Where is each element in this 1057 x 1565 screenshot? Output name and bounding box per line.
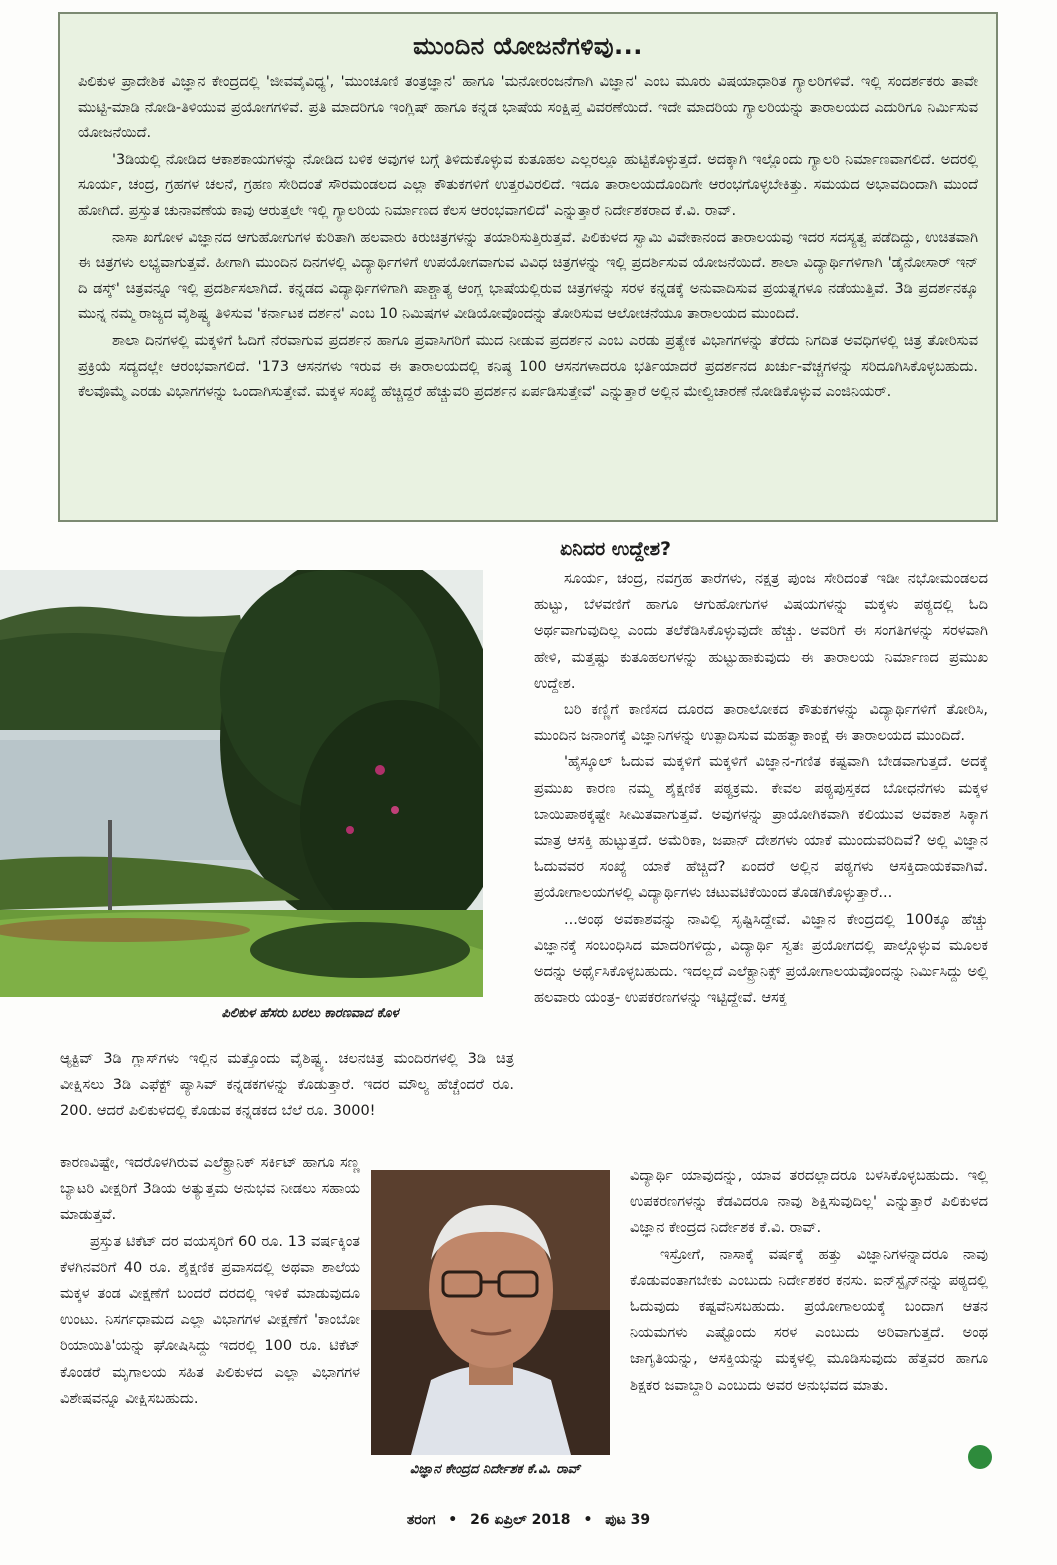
lake-photo bbox=[0, 570, 483, 997]
right-column bbox=[534, 566, 988, 1011]
right-paragraph: ...ಅಂಥ ಅವಕಾಶವನ್ನು ನಾವಿಲ್ಲಿ ಸೃಷ್ಟಿಸಿದ್ದೇವೆ. ವಿಜ್ಞಾನ ಕೇಂದ್ರದಲ್ಲಿ 100ಕ್ಕೂ ಹೆಚ್ಚು ವಿಜ್ಞಾನಕ್ಕೆ ಸಂಬಂಧಿಸಿದ ಮಾದರಿಗಳಿದ್ದು, ವಿದ್ಯಾರ್ಥಿ ಸ್ವತಃ ಪ್ರಯೋಗದಲ್ಲಿ ಪಾಲ್ಗೊಳ್ಳುವ ಮೂಲಕ ಅದನ್ನು ಅರ್ಥೈಸಿಕೊಳ್ಳಬಹುದು. ಇದಲ್ಲದೆ ಎಲೆಕ್ಟ್ರಾನಿಕ್ಸ್ ಪ್ರಯೋಗಾಲಯವೊಂದನ್ನು ನಿರ್ಮಿಸಿದ್ದು ಅಲ್ಲಿ ಹಲವಾರು ಯಂತ್ರ- ಉಪಕರಣಗಳನ್ನು ಇಟ್ಟಿದ್ದೇವೆ. ಆಸಕ್ತ bbox=[534, 911, 988, 1007]
page-number: ಪುಟ 39 bbox=[605, 1512, 651, 1528]
future-plans-box bbox=[58, 12, 998, 522]
left-paragraph: ಕಾರಣವಿಷ್ಟೇ, ಇದರೊಳಗಿರುವ ಎಲೆಕ್ಟ್ರಾನಿಕ್ ಸರ್ಕಿಟ್ ಹಾಗೂ ಸಣ್ಣ ಬ್ಯಾಟರಿ ವೀಕ್ಷರಿಗೆ 3ಡಿಯ ಅತ್ಯುತ್ತಮ ಅನುಭವ ನೀಡಲು ಸಹಾಯ ಮಾಡುತ್ತವೆ. bbox=[60, 1155, 360, 1224]
box-paragraph: ನಾಸಾ ಖಗೋಳ ವಿಜ್ಞಾನದ ಆಗುಹೋಗುಗಳ ಕುರಿತಾಗಿ ಹಲವಾರು ಕಿರುಚಿತ್ರಗಳನ್ನು ತಯಾರಿಸುತ್ತಿರುತ್ತವೆ. ಪಿಲಿಕುಳದ ಸ್ವಾಮಿ ವಿವೇಕಾನಂದ ತಾರಾಲಯವು ಇದರ ಸದಸ್ಯತ್ವ ಪಡೆದಿದ್ದು, ಉಚಿತವಾಗಿ ಈ ಚಿತ್ರಗಳು ಲಭ್ಯವಾಗುತ್ತವೆ. ಹೀಗಾಗಿ ಮುಂದಿನ ದಿನಗಳಲ್ಲಿ ವಿದ್ಯಾರ್ಥಿಗಳಿಗೆ ಉಪಯೋಗವಾಗುವ ವಿವಿಧ ಚಿತ್ರಗಳನ್ನು ಇಲ್ಲಿ ಪ್ರದರ್ಶಿಸುವ ಯೋಜನೆಯಿದೆ. ಶಾಲಾ ವಿದ್ಯಾರ್ಥಿಗಳಿಗಾಗಿ 'ಡೈನೋಸಾರ್ ಇನ್ ದಿ ಡಸ್ಕ್' ಚಿತ್ರವನ್ನೂ ಇಲ್ಲಿ ಪ್ರದರ್ಶಿಸಲಾಗಿದೆ. ಕನ್ನಡದ ವಿದ್ಯಾರ್ಥಿಗಳಿಗಾಗಿ ಪಾಶ್ಚಾತ್ಯ ಆಂಗ್ಲ ಭಾಷೆಯಲ್ಲಿರುವ ಚಿತ್ರಗಳನ್ನು ಸರಳ ಕನ್ನಡಕ್ಕೆ ಅನುವಾದಿಸುವ ಪ್ರಯತ್ನಗಳೂ ನಡೆಯುತ್ತಿವೆ. 3ಡಿ ಪ್ರದರ್ಶನಕ್ಕೂ ಮುನ್ನ ನಮ್ಮ ರಾಜ್ಯದ ವೈಶಿಷ್ಟ್ಯ ತಿಳಿಸುವ 'ಕರ್ನಾಟಕ ದರ್ಶನ' ಎಂಬ 10 ನಿಮಿಷಗಳ ವೀಡಿಯೋವೊಂದನ್ನು ತೋರಿಸುವ ಆಲೋಚನೆಯೂ ತಾರಾಲಯದ ಮುಂದಿದೆ. bbox=[78, 229, 978, 323]
left-column bbox=[60, 1046, 514, 1125]
footer-separator: • bbox=[583, 1512, 593, 1528]
publication-name: ತರಂಗ bbox=[406, 1512, 436, 1528]
director-photo-image bbox=[371, 1170, 610, 1455]
green-dot-icon bbox=[968, 1445, 992, 1469]
right-paragraph: ವಿದ್ಯಾರ್ಥಿ ಯಾವುದನ್ನು, ಯಾವ ತರದಲ್ಲಾದರೂ ಬಳಸಿಕೊಳ್ಳಬಹುದು. ಇಲ್ಲಿ ಉಪಕರಣಗಳನ್ನು ಕೆಡವಿದರೂ ನಾವು ಶಿಕ್ಷಿಸುವುದಿಲ್ಲ' ಎನ್ನುತ್ತಾರೆ ಪಿಲಿಕುಳದ ವಿಜ್ಞಾನ ಕೇಂದ್ರದ ನಿರ್ದೇಶಕ ಕೆ.ವಿ. ರಾವ್. bbox=[630, 1168, 988, 1237]
footer-separator: • bbox=[448, 1512, 458, 1528]
box-paragraph: ಶಾಲಾ ದಿನಗಳಲ್ಲಿ ಮಕ್ಕಳಿಗೆ ಓದಿಗೆ ನೆರವಾಗುವ ಪ್ರದರ್ಶನ ಹಾಗೂ ಪ್ರವಾಸಿಗರಿಗೆ ಮುದ ನೀಡುವ ಪ್ರದರ್ಶನ ಎಂಬ ಎರಡು ಪ್ರತ್ಯೇಕ ವಿಭಾಗಗಳನ್ನು ತೆರೆದು ನಿಗದಿತ ಅವಧಿಗಳಲ್ಲಿ ಚಿತ್ರ ತೋರಿಸುವ ಪ್ರಕ್ರಿಯೆ ಸದ್ಯದಲ್ಲೇ ಆರಂಭವಾಗಲಿದೆ. '173 ಆಸನಗಳು ಇರುವ ಈ ತಾರಾಲಯದಲ್ಲಿ ಕನಿಷ್ಠ 100 ಆಸನಗಳಾದರೂ ಭರ್ತಿಯಾದರೆ ಪ್ರದರ್ಶನದ ಖರ್ಚು-ವೆಚ್ಚಗಳನ್ನು ಸರಿದೂಗಿಸಿಕೊಳ್ಳಬಹುದು. ಕೆಲವೊಮ್ಮೆ ಎರಡು ವಿಭಾಗಗಳನ್ನು ಒಂದಾಗಿಸುತ್ತೇವೆ. ಮಕ್ಕಳ ಸಂಖ್ಯೆ ಹೆಚ್ಚಿದ್ದರೆ ಹೆಚ್ಚುವರಿ ಪ್ರದರ್ಶನ ಏರ್ಪಡಿಸುತ್ತೇವೆ' ಎನ್ನುತ್ತಾರೆ ಅಲ್ಲಿನ ಮೇಲ್ವಿಚಾರಣೆ ನೋಡಿಕೊಳ್ಳುವ ಎಂಜಿನಿಯರ್. bbox=[78, 332, 978, 401]
right-column-continuation bbox=[630, 1163, 988, 1399]
issue-date: 26 ಏಪ್ರಿಲ್ 2018 bbox=[470, 1512, 571, 1528]
right-paragraph: ಬರಿ ಕಣ್ಣಿಗೆ ಕಾಣಿಸದ ದೂರದ ತಾರಾಲೋಕದ ಕೌತುಕಗಳನ್ನು ವಿದ್ಯಾರ್ಥಿಗಳಿಗೆ ತೋರಿಸಿ, ಮುಂದಿನ ಜನಾಂಗಕ್ಕೆ ವಿಜ್ಞಾನಿಗಳನ್ನು ಉತ್ಪಾದಿಸುವ ಮಹತ್ವಾಕಾಂಕ್ಷೆ ಈ ತಾರಾಲಯದ ಮುಂದಿದೆ. bbox=[534, 702, 988, 745]
right-paragraph: 'ಹೈಸ್ಕೂಲ್ ಓದುವ ಮಕ್ಕಳಿಗೆ ಮಕ್ಕಳಿಗೆ ವಿಜ್ಞಾನ-ಗಣಿತ ಕಷ್ಟವಾಗಿ ಬೇಡವಾಗುತ್ತದೆ. ಅದಕ್ಕೆ ಪ್ರಮುಖ ಕಾರಣ ನಮ್ಮ ಶೈಕ್ಷಣಿಕ ಪಠ್ಯಕ್ರಮ. ಕೇವಲ ಪಠ್ಯಪುಸ್ತಕದ ಬೋಧನೆಗಳು ಮಕ್ಕಳ ಬಾಯಿಪಾಠಕ್ಕಷ್ಟೇ ಸೀಮಿತವಾಗುತ್ತವೆ. ಅವುಗಳನ್ನು ಪ್ರಾಯೋಗಿಕವಾಗಿ ಕಲಿಯುವ ಅವಕಾಶ ಸಿಕ್ಕಾಗ ಮಾತ್ರ ಆಸಕ್ತಿ ಹುಟ್ಟುತ್ತದೆ. ಅಮೆರಿಕಾ, ಜಪಾನ್ ದೇಶಗಳು ಯಾಕೆ ಮುಂದುವರಿದಿವೆ? ಅಲ್ಲಿ ವಿಜ್ಞಾನ ಓದುವವರ ಸಂಖ್ಯೆ ಯಾಕೆ ಹೆಚ್ಚಿದೆ? ಏಂದರೆ ಅಲ್ಲಿನ ಪಠ್ಯಗಳು ಆಸಕ್ತಿದಾಯಕವಾಗಿವೆ. ಪ್ರಯೋಗಾಲಯಗಳಲ್ಲಿ ವಿದ್ಯಾರ್ಥಿಗಳು ಚಟುವಟಿಕೆಯಿಂದ ತೊಡಗಿಕೊಳ್ಳುತ್ತಾರೆ... bbox=[534, 754, 988, 902]
left-column-narrow bbox=[60, 1150, 360, 1412]
page-footer bbox=[0, 1512, 1057, 1528]
section-heading: ಏನಿದರ ಉದ್ದೇಶ? bbox=[560, 538, 672, 560]
director-caption: ವಿಜ್ಞಾನ ಕೇಂದ್ರದ ನಿರ್ದೇಶಕ ಕೆ.ವಿ. ರಾವ್ bbox=[409, 1462, 581, 1477]
left-paragraph: ಪ್ರಸ್ತುತ ಟಿಕೆಟ್ ದರ ವಯಸ್ಕರಿಗೆ 60 ರೂ. 13 ವರ್ಷಕ್ಕಿಂತ ಕೆಳಗಿನವರಿಗೆ 40 ರೂ. ಶೈಕ್ಷಣಿಕ ಪ್ರವಾಸದಲ್ಲಿ ಅಥವಾ ಶಾಲೆಯ ಮಕ್ಕಳ ತಂಡ ವೀಕ್ಷಣೆಗೆ ಬಂದರೆ ದರದಲ್ಲಿ ಇಳಿಕೆ ಮಾಡುವುದೂ ಉಂಟು. ನಿಸರ್ಗಧಾಮದ ಎಲ್ಲಾ ವಿಭಾಗಗಳ ವೀಕ್ಷಣೆಗೆ 'ಕಾಂಬೋ ರಿಯಾಯಿತಿ'ಯನ್ನು ಘೋಷಿಸಿದ್ದು ಇದರಲ್ಲಿ 100 ರೂ. ಟಿಕೆಟ್ ಕೊಂಡರೆ ಮೃಗಾಲಯ ಸಹಿತ ಪಿಲಿಕುಳದ ಎಲ್ಲಾ ವಿಭಾಗಗಳ ವಿಶೇಷವನ್ನೂ ವೀಕ್ಷಿಸಬಹುದು. bbox=[60, 1233, 360, 1407]
lake-caption: ಪಿಲಿಕುಳ ಹೆಸರು ಬರಲು ಕಾರಣವಾದ ಕೊಳ bbox=[221, 1006, 399, 1021]
left-paragraph: ಆ್ಯಕ್ಟಿವ್ 3ಡಿ ಗ್ಲಾಸ್‌ಗಳು ಇಲ್ಲಿನ ಮತ್ತೊಂದು ವೈಶಿಷ್ಟ್ಯ. ಚಲನಚಿತ್ರ ಮಂದಿರಗಳಲ್ಲಿ 3ಡಿ ಚಿತ್ರ ವೀಕ್ಷಿಸಲು 3ಡಿ ಎಫೆಕ್ಟ್ ಪ್ಯಾಸಿವ್ ಕನ್ನಡಕಗಳನ್ನು ಕೊಡುತ್ತಾರೆ. ಇದರ ಮೌಲ್ಯ ಹೆಚ್ಚೆಂದರೆ ರೂ. 200. ಆದರೆ ಪಿಲಿಕುಳದಲ್ಲಿ ಕೊಡುವ ಕನ್ನಡಕದ ಬೆಲೆ ರೂ. 3000! bbox=[60, 1051, 514, 1120]
right-paragraph: ಸೂರ್ಯ, ಚಂದ್ರ, ನವಗ್ರಹ ತಾರೆಗಳು, ನಕ್ಷತ್ರ ಪುಂಜ ಸೇರಿದಂತೆ ಇಡೀ ನಭೋಮಂಡಲದ ಹುಟ್ಟು, ಬೆಳವಣಿಗೆ ಹಾಗೂ ಆಗುಹೋಗುಗಳ ವಿಷಯಗಳನ್ನು ಮಕ್ಕಳು ಪಠ್ಯದಲ್ಲಿ ಓದಿ ಅರ್ಥವಾಗುವುದಿಲ್ಲ ಎಂದು ತಲೆಕೆಡಿಸಿಕೊಳ್ಳುವುದೇ ಹೆಚ್ಚು. ಅವರಿಗೆ ಈ ಸಂಗತಿಗಳನ್ನು ಸರಳವಾಗಿ ಹೇಳಿ, ಮತ್ತಷ್ಟು ಕುತೂಹಲಗಳನ್ನು ಹುಟ್ಟುಹಾಕುವುದು ಈ ತಾರಾಲಯ ನಿರ್ಮಾಣದ ಪ್ರಮುಖ ಉದ್ದೇಶ. bbox=[534, 571, 988, 692]
right-paragraph: ಇಸ್ರೋಗೆ, ನಾಸಾಕ್ಕೆ ವರ್ಷಕ್ಕೆ ಹತ್ತು ವಿಜ್ಞಾನಿಗಳನ್ನಾದರೂ ನಾವು ಕೊಡುವಂತಾಗಬೇಕು ಎಂಬುದು ನಿರ್ದೇಶಕರ ಕನಸು. ಐನ್‌ಸ್ಟೈನ್‌ನನ್ನು ಪಠ್ಯದಲ್ಲಿ ಓದುವುದು ಕಷ್ಟವೆನಿಸಬಹುದು. ಪ್ರಯೋಗಾಲಯಕ್ಕೆ ಬಂದಾಗ ಆತನ ನಿಯಮಗಳು ಎಷ್ಟೊಂದು ಸರಳ ಎಂಬುದು ಅರಿವಾಗುತ್ತದೆ. ಅಂಥ ಜಾಗೃತಿಯನ್ನು, ಆಸಕ್ತಿಯನ್ನು ಮಕ್ಕಳಲ್ಲಿ ಮೂಡಿಸುವುದು ಹೆತ್ತವರ ಹಾಗೂ ಶಿಕ್ಷಕರ ಜವಾಬ್ದಾರಿ ಎಂಬುದು ಅವರ ಅನುಭವದ ಮಾತು. bbox=[630, 1246, 988, 1394]
box-paragraph: ಪಿಲಿಕುಳ ಪ್ರಾದೇಶಿಕ ವಿಜ್ಞಾನ ಕೇಂದ್ರದಲ್ಲಿ 'ಜೀವವೈವಿಧ್ಯ', 'ಮುಂಚೂಣಿ ತಂತ್ರಜ್ಞಾನ' ಹಾಗೂ 'ಮನೋರಂಜನೆಗಾಗಿ ವಿಜ್ಞಾನ' ಎಂಬ ಮೂರು ವಿಷಯಾಧಾರಿತ ಗ್ಯಾಲರಿಗಳಿವೆ. ಇಲ್ಲಿ ಸಂದರ್ಶಕರು ತಾವೇ ಮುಟ್ಟಿ-ಮಾಡಿ ನೋಡಿ-ತಿಳಿಯುವ ಪ್ರಯೋಗಗಳಿವೆ. ಪ್ರತಿ ಮಾದರಿಗೂ ಇಂಗ್ಲಿಷ್ ಹಾಗೂ ಕನ್ನಡ ಭಾಷೆಯ ಸಂಕ್ಷಿಪ್ತ ವಿವರಣೆಯಿದೆ. ಇದೇ ಮಾದರಿಯ ಗ್ಯಾಲರಿಯನ್ನು ತಾರಾಲಯದ ಎದುರಿಗೂ ನಿರ್ಮಿಸುವ ಯೋಜನೆಯಿದೆ. bbox=[78, 74, 978, 142]
box-paragraph: '3ಡಿಯಲ್ಲಿ ನೋಡಿದ ಆಕಾಶಕಾಯಗಳನ್ನು ನೋಡಿದ ಬಳಿಕ ಅವುಗಳ ಬಗ್ಗೆ ತಿಳಿದುಕೊಳ್ಳುವ ಕುತೂಹಲ ಎಲ್ಲರಲ್ಲೂ ಹುಟ್ಟಿಕೊಳ್ಳುತ್ತದೆ. ಅದಕ್ಕಾಗಿ ಇಲ್ಲೊಂದು ಗ್ಯಾಲರಿ ನಿರ್ಮಾಣವಾಗಲಿದೆ. ಅದರಲ್ಲಿ ಸೂರ್ಯ, ಚಂದ್ರ, ಗ್ರಹಗಳ ಚಲನೆ, ಗ್ರಹಣ ಸೇರಿದಂತೆ ಸೌರಮಂಡಲದ ಎಲ್ಲಾ ಕೌತುಕಗಳಿಗೆ ಉತ್ತರವಿರಲಿದೆ. ಇದೂ ತಾರಾಲಯದೊಂದಿಗೇ ಆರಂಭಗೊಳ್ಳಬೇಕಿತ್ತು. ಸಮಯದ ಅಭಾವದಿಂದಾಗಿ ಮುಂದೆ ಹೋಗಿದೆ. ಪ್ರಸ್ತುತ ಚುನಾವಣೆಯ ಕಾವು ಆರುತ್ತಲೇ ಇಲ್ಲಿ ಗ್ಯಾಲರಿಯ ನಿರ್ಮಾಣದ ಕೆಲಸ ಆರಂಭವಾಗಲಿದೆ' ಎನ್ನುತ್ತಾರೆ ನಿರ್ದೇಶಕರಾದ ಕೆ.ವಿ. ರಾವ್. bbox=[78, 151, 978, 219]
lake-photo-image bbox=[0, 570, 483, 997]
director-photo bbox=[371, 1170, 610, 1455]
box-title: ಮುಂದಿನ ಯೋಜನೆಗಳಿವು... bbox=[413, 32, 643, 60]
